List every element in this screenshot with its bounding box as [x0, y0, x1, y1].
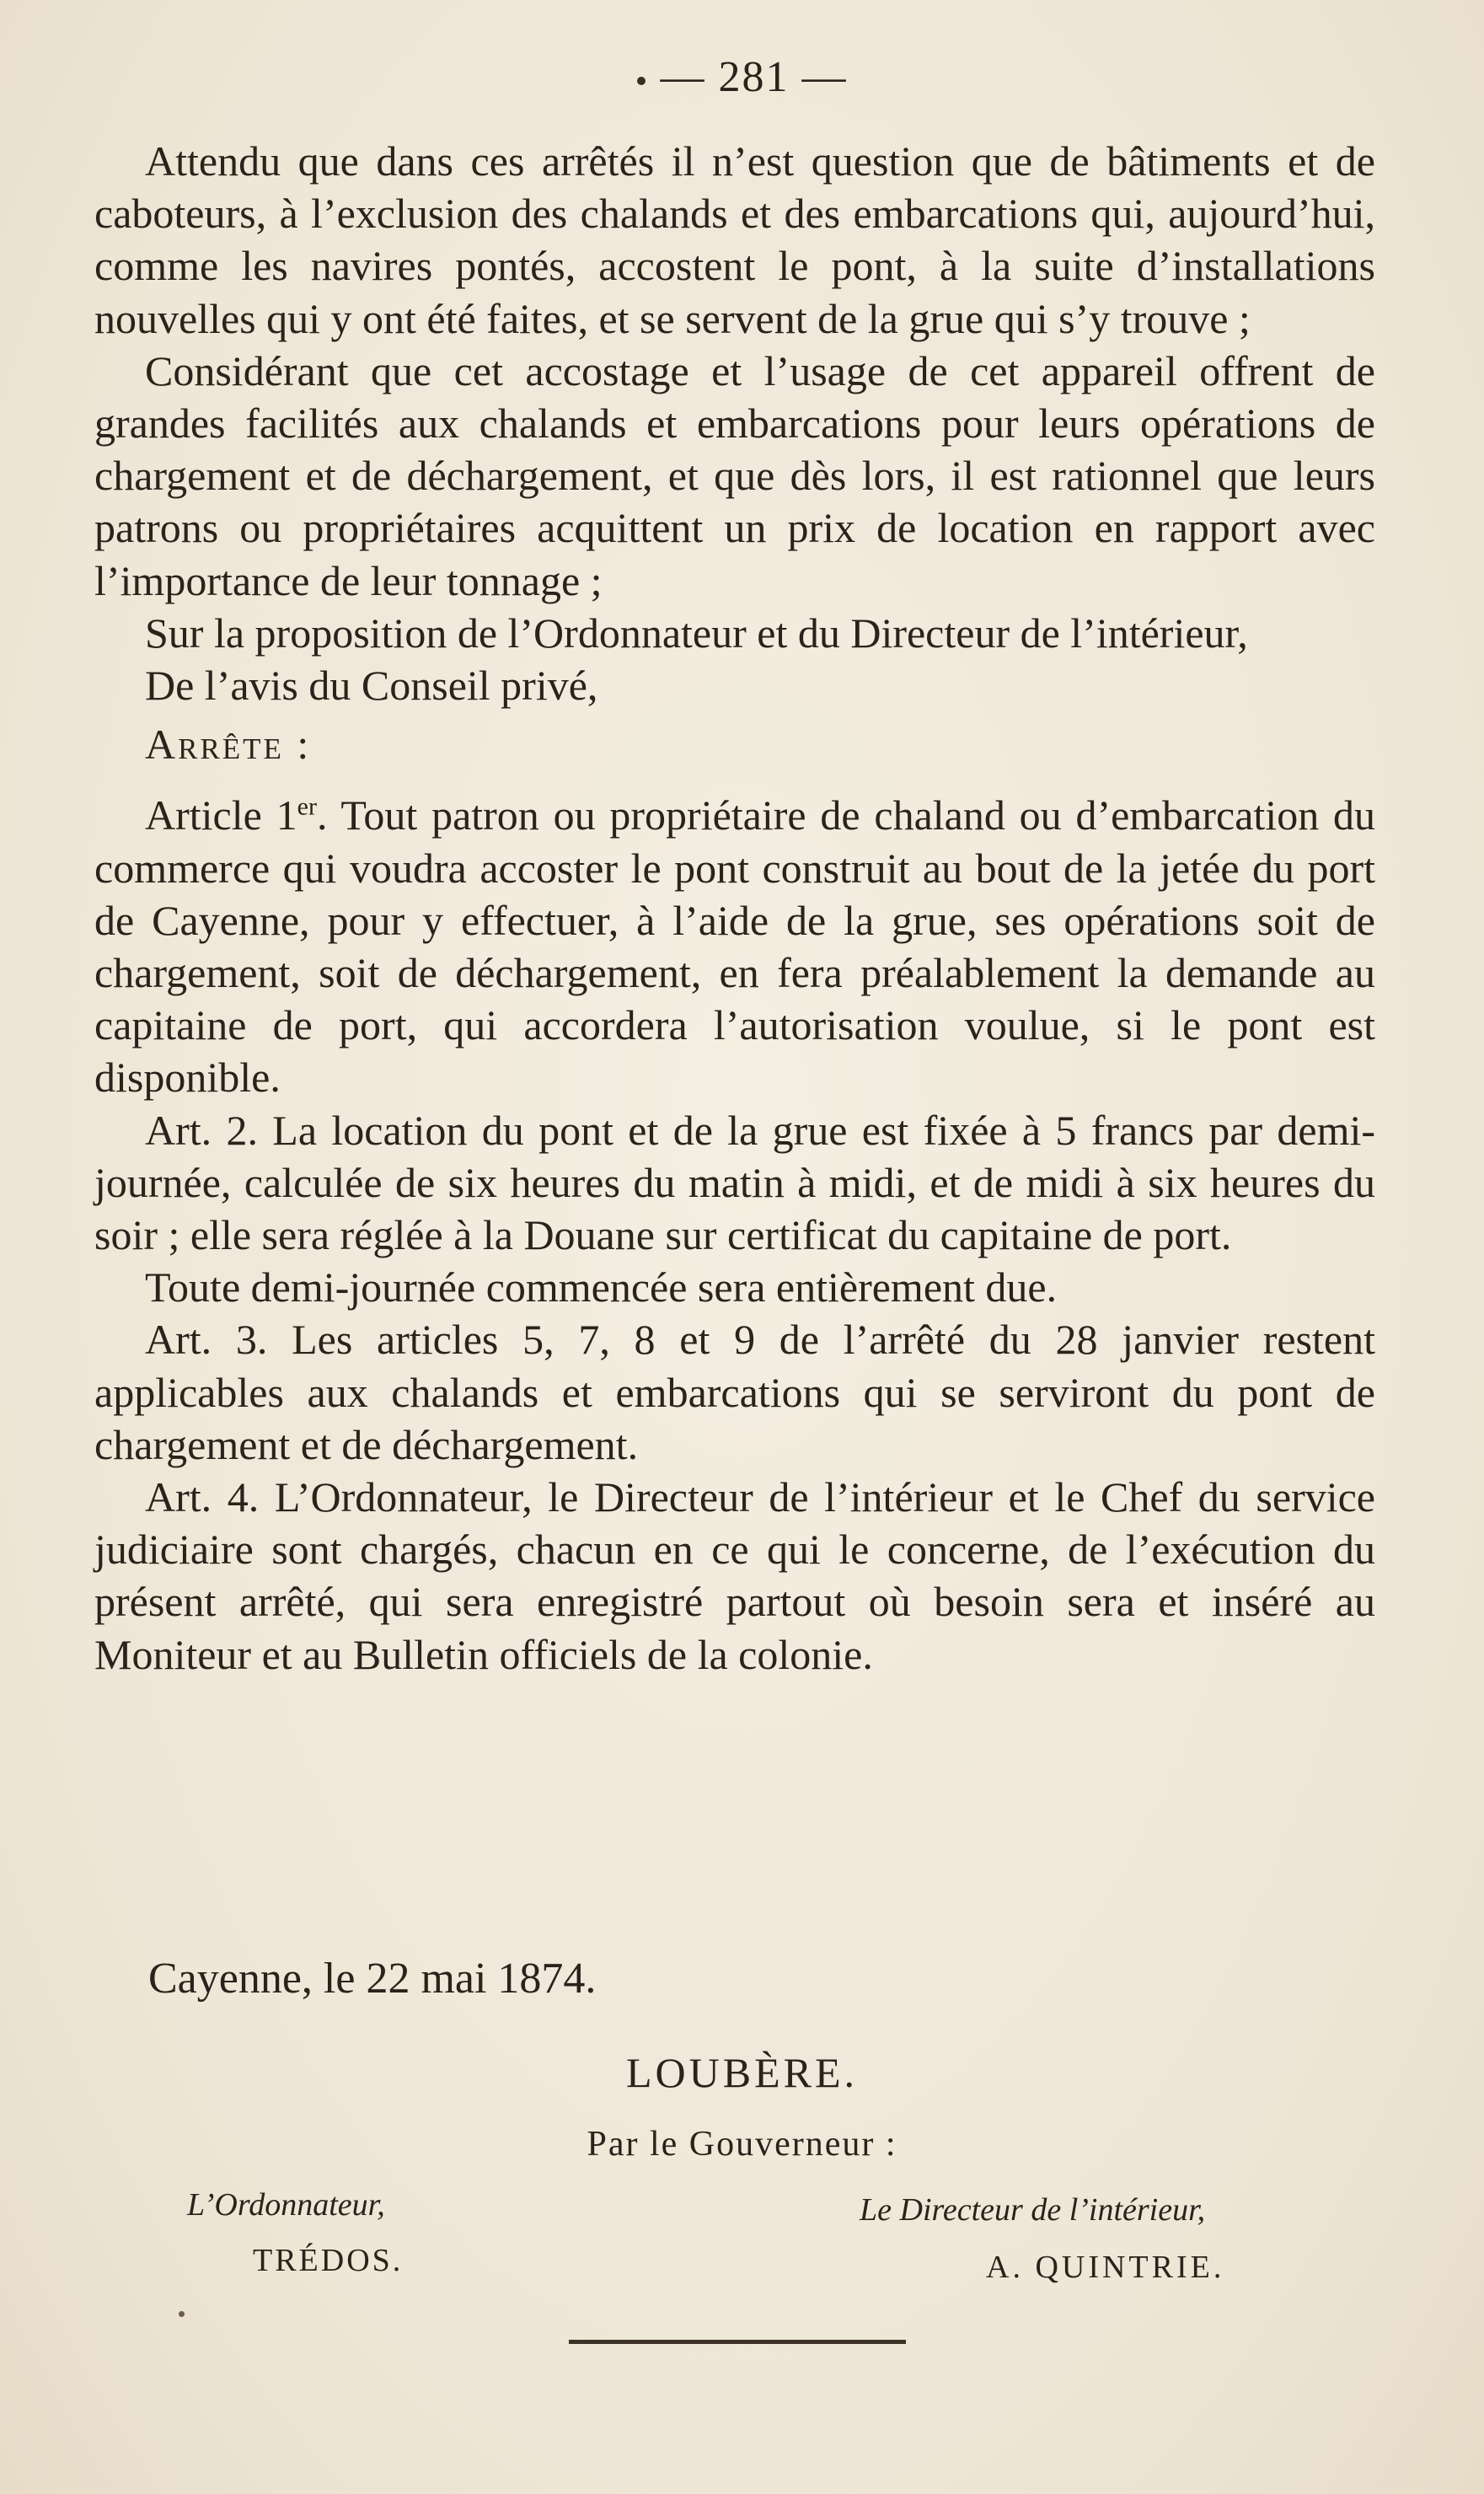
paragraph-proposition: Sur la proposition de l’Ordonnateur et du Directeur de l’intérieur, [145, 609, 1248, 657]
body-text [94, 135, 1375, 1681]
date-line: Cayenne, le 22 mai 1874. [148, 1955, 597, 2003]
article-1-superscript: er [297, 792, 317, 821]
article-2-note: Toute demi-journée commencée sera entièrement due. [145, 1263, 1058, 1311]
page-number [0, 52, 1484, 102]
governor-signature: LOUBÈRE. [625, 2049, 859, 2096]
par-le-gouverneur: Par le Gouverneur : [587, 2125, 897, 2164]
paragraph-considerant: Considérant que cet accostage et l’usage de cet appareil offrent de grandes facilités aux chalands et embarcations pour leurs opérations de chargement et de déchargement, et que dès lors, il est rationnel que leurs patrons ou propriétaires acquittent un prix de location en rapport avec l’importance de leur tonnage ; [94, 346, 1375, 604]
page-number-text: — 281 — [660, 53, 848, 101]
article-1 [94, 789, 1375, 1103]
ink-speck [179, 2311, 185, 2317]
article-1-text: . Tout patron ou propriétaire de chaland ou d’embarcation du commerce qui voudra accoster le pont construit au bout de la jetée du port de Cayenne, pour y effectuer, à l’aide de la grue, ses opérations soit de chargement, soit de déchargement, en fera préalablement la demande au capitaine de port, qui accordera l’autorisation voulue, si le pont est disponible. [94, 791, 1375, 1102]
paragraph-avis: De l’avis du Conseil privé, [145, 662, 598, 710]
closing-rule [569, 2340, 906, 2344]
ordonnateur-name: TRÉDOS. [253, 2243, 404, 2278]
ordonnateur-title: L’Ordonnateur, [187, 2187, 385, 2223]
article-4: Art. 4. L’Ordonnateur, le Directeur de l’intérieur et le Chef du service judiciaire sont chargés, chacun en ce qui le concerne, de l’exécution du présent arrêté, qui sera enregistré partout où besoin sera et inséré au Moniteur et au Bulletin officiels de la colonie. [94, 1473, 1375, 1678]
ink-mark [637, 77, 646, 85]
arrete-heading: Arrête : [145, 721, 312, 769]
paragraph-attendu: Attendu que dans ces arrêtés il n’est question que de bâtiments et de caboteurs, à l’exclusion des chalands et des embarcations qui, aujourd’hui, comme les navires pontés, accostent le pont, à la suite d’installations nouvelles qui y ont été faites, et se servent de la grue qui s’y trouve ; [94, 137, 1375, 342]
directeur-title: Le Directeur de l’intérieur, [860, 2192, 1206, 2228]
directeur-name: A. QUINTRIE. [986, 2250, 1225, 2285]
article-3: Art. 3. Les articles 5, 7, 8 et 9 de l’arrêté du 28 janvier restent applicables aux chalands et embarcations qui se serviront du pont de chargement et de déchargement. [94, 1316, 1375, 1468]
article-2: Art. 2. La location du pont et de la grue est fixée à 5 francs par demi-journée, calculée de six heures du matin à midi, et de midi à six heures du soir ; elle sera réglée à la Douane sur certificat du capitaine de port. [94, 1106, 1375, 1259]
article-1-prefix: Article 1 [145, 791, 297, 839]
